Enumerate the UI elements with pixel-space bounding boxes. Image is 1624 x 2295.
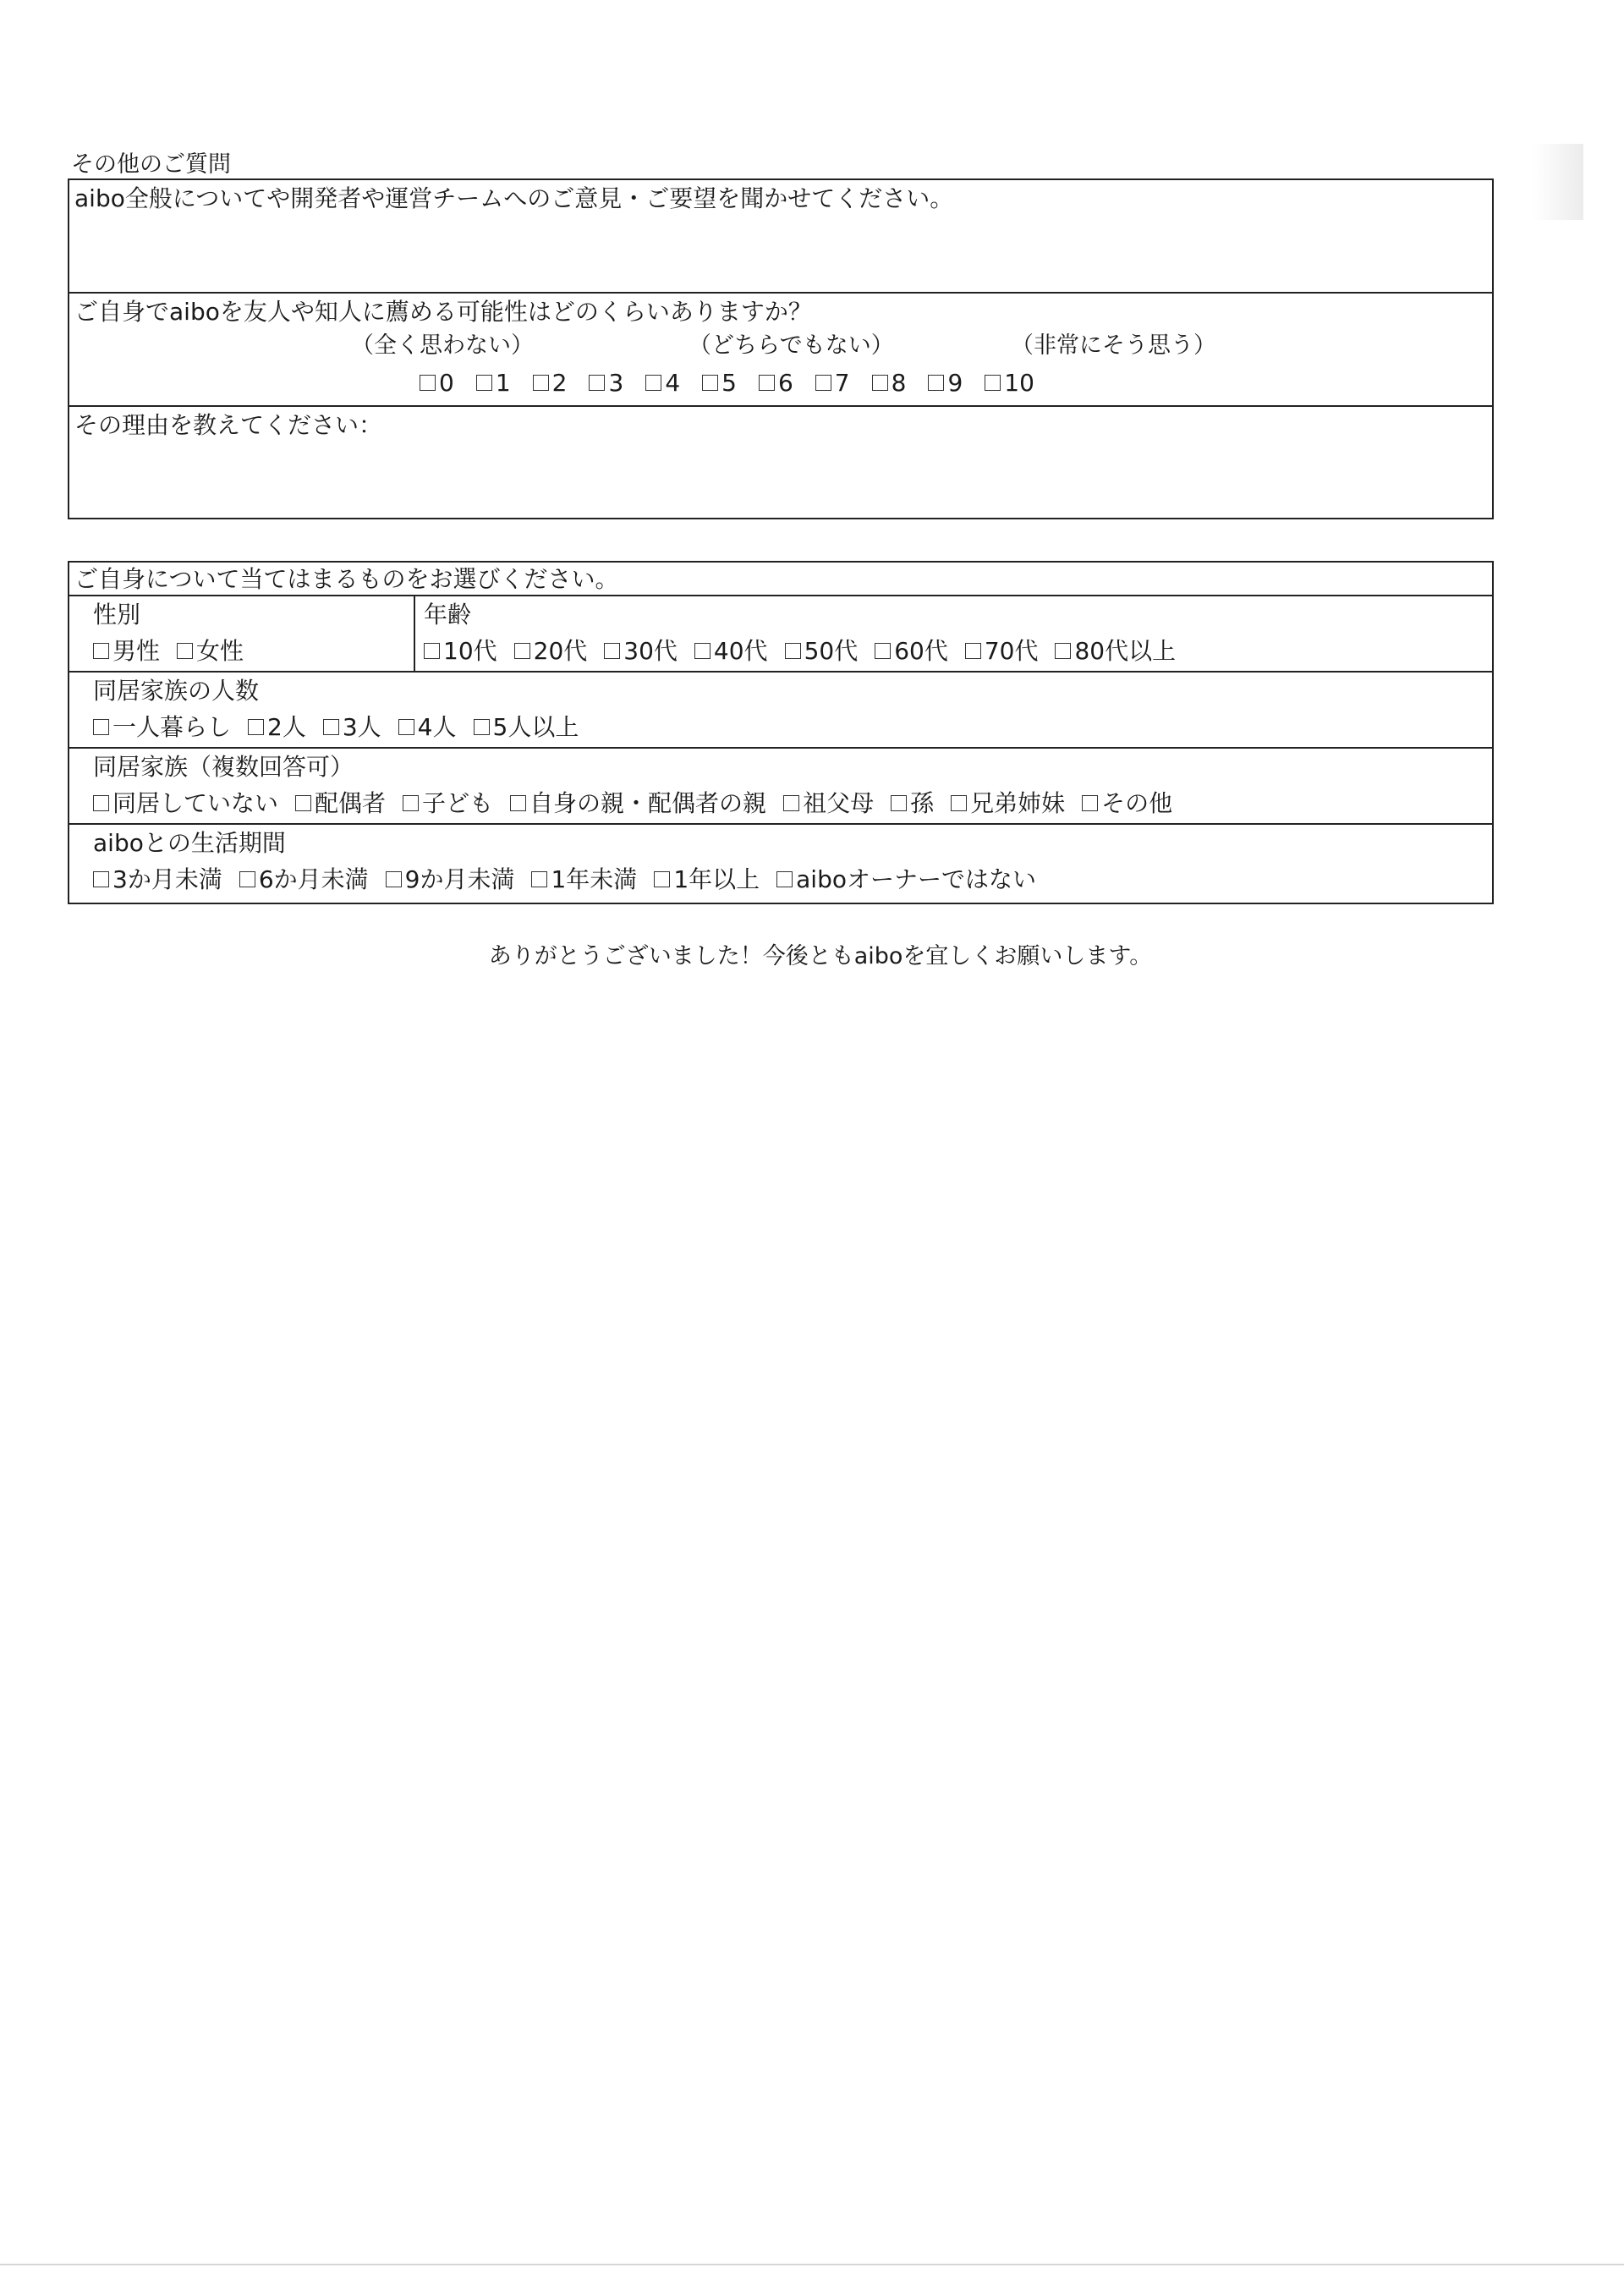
gender-option-male[interactable] (93, 635, 160, 667)
scale-anchors (69, 331, 1492, 361)
option-label: 70代 (984, 637, 1039, 665)
checkbox[interactable] (759, 375, 775, 391)
period-option-under-1y[interactable] (531, 864, 637, 896)
household-option-3[interactable] (323, 711, 381, 744)
age-option-80plus[interactable] (1055, 635, 1176, 667)
checkbox[interactable] (295, 795, 311, 811)
option-label: 一人暮らし (112, 713, 232, 741)
checkbox[interactable] (604, 643, 620, 659)
checkbox[interactable] (93, 795, 109, 811)
checkbox[interactable] (654, 871, 670, 887)
age-option-60s[interactable] (875, 635, 948, 667)
gender-option-female[interactable] (177, 635, 244, 667)
option-label: 祖父母 (803, 789, 875, 817)
scale-option-label: 10 (1004, 369, 1034, 397)
gender-age-row (69, 596, 1492, 673)
option-label: aiboオーナーではない (796, 865, 1036, 893)
option-label: 同居していない (112, 789, 279, 817)
period-option-not-owner[interactable] (776, 864, 1036, 896)
checkbox[interactable] (403, 795, 419, 811)
scale-option-4[interactable] (645, 368, 680, 398)
scale-option-label: 0 (439, 369, 454, 397)
members-option-none[interactable] (93, 788, 278, 820)
scale-option-9[interactable] (928, 368, 963, 398)
scale-option-label: 7 (834, 369, 850, 397)
members-option-grandparents[interactable] (783, 788, 874, 820)
aibo-period-options (93, 864, 1053, 896)
scale-option-3[interactable] (589, 368, 623, 398)
checkbox[interactable] (510, 795, 526, 811)
option-label: 自身の親・配偶者の親 (529, 789, 767, 817)
option-label: 30代 (623, 637, 678, 665)
option-label: 2人 (267, 713, 306, 741)
opinion-question: aibo全般についてや開発者や運営チームへのご意見・ご要望を聞かせてください。 (74, 184, 954, 212)
section-title: その他のご質問 (71, 151, 231, 178)
checkbox[interactable] (93, 719, 109, 735)
option-label: 女性 (196, 637, 244, 665)
checkbox[interactable] (1082, 795, 1098, 811)
scale-option-7[interactable] (815, 368, 850, 398)
checkbox[interactable] (420, 375, 436, 391)
option-label: 男性 (112, 637, 161, 665)
scale-option-label: 6 (777, 369, 793, 397)
members-option-other[interactable] (1082, 788, 1172, 820)
checkbox[interactable] (891, 795, 907, 811)
scale-option-5[interactable] (702, 368, 737, 398)
scan-shadow (1533, 144, 1583, 220)
checkbox[interactable] (386, 871, 402, 887)
column-divider (414, 596, 415, 671)
option-label: 40代 (713, 637, 768, 665)
scale-option-label: 9 (947, 369, 963, 397)
checkbox[interactable] (177, 643, 193, 659)
scale-anchor-high: （非常にそう思う） (1011, 332, 1216, 359)
checkbox[interactable] (875, 643, 891, 659)
checkbox[interactable] (424, 643, 440, 659)
option-label: 兄弟姉妹 (970, 789, 1066, 817)
members-option-grandchildren[interactable] (891, 788, 934, 820)
recommend-row (69, 294, 1492, 407)
scale-anchor-low: （全く思わない） (351, 332, 534, 359)
reason-row[interactable] (69, 407, 1492, 519)
scale-option-1[interactable] (476, 368, 511, 398)
age-option-10s[interactable] (424, 635, 497, 667)
household-size-row (69, 673, 1492, 749)
scan-bottom-edge (0, 2264, 1624, 2265)
opinion-row[interactable] (69, 180, 1492, 294)
checkbox[interactable] (783, 795, 799, 811)
scale-option-label: 1 (495, 369, 511, 397)
household-option-2[interactable] (248, 711, 306, 744)
recommend-question: ご自身でaiboを友人や知人に薦める可能性はどのくらいありますか？ (74, 298, 812, 326)
reason-question: その理由を教えてください： (74, 411, 383, 439)
option-label: その他 (1101, 789, 1173, 817)
about-you-box (68, 561, 1494, 904)
household-members-row (69, 749, 1492, 825)
option-label: 50代 (804, 637, 859, 665)
age-label: 年齢 (424, 601, 472, 629)
checkbox[interactable] (93, 871, 109, 887)
household-option-alone[interactable] (93, 711, 231, 744)
option-label: 20代 (533, 637, 588, 665)
period-option-3m[interactable] (93, 864, 222, 896)
aibo-period-row (69, 825, 1492, 903)
checkbox[interactable] (531, 871, 547, 887)
scale-option-10[interactable] (985, 368, 1034, 398)
checkbox[interactable] (476, 375, 492, 391)
household-size-options (93, 711, 595, 744)
checkbox[interactable] (928, 375, 944, 391)
checkbox[interactable] (248, 719, 264, 735)
checkbox[interactable] (702, 375, 718, 391)
age-option-30s[interactable] (604, 635, 678, 667)
age-options (424, 635, 1193, 667)
closing-message: ありがとうございました！今後ともaiboを宜しくお願いします。 (488, 943, 1153, 969)
about-you-header: ご自身について当てはまるものをお選びください。 (74, 565, 619, 593)
option-label: 子ども (422, 789, 494, 817)
checkbox[interactable] (951, 795, 967, 811)
checkbox[interactable] (965, 643, 981, 659)
scale-option-label: 2 (551, 369, 568, 397)
option-label: 孫 (910, 789, 935, 817)
checkbox[interactable] (589, 375, 605, 391)
option-label: 配偶者 (315, 789, 387, 817)
age-option-20s[interactable] (514, 635, 588, 667)
age-option-70s[interactable] (965, 635, 1039, 667)
members-option-children[interactable] (403, 788, 493, 820)
members-option-siblings[interactable] (951, 788, 1065, 820)
checkbox[interactable] (785, 643, 801, 659)
checkbox[interactable] (872, 375, 888, 391)
household-option-4[interactable] (398, 711, 457, 744)
checkbox[interactable] (985, 375, 1001, 391)
gender-options (93, 635, 261, 667)
checkbox[interactable] (323, 719, 339, 735)
scale-anchor-mid: （どちらでもない） (689, 332, 894, 359)
checkbox[interactable] (815, 375, 831, 391)
members-option-spouse[interactable] (295, 788, 386, 820)
period-option-9m[interactable] (386, 864, 515, 896)
checkbox[interactable] (533, 375, 549, 391)
household-option-5plus[interactable] (474, 711, 579, 744)
checkbox[interactable] (776, 871, 793, 887)
household-members-options (93, 788, 1189, 820)
about-you-header-row (69, 563, 1492, 596)
checkbox[interactable] (93, 643, 109, 659)
option-label: 1年以上 (673, 865, 760, 893)
household-members-label: 同居家族（複数回答可） (93, 753, 354, 781)
age-option-50s[interactable] (785, 635, 859, 667)
option-label: 80代以上 (1074, 637, 1177, 665)
checkbox[interactable] (514, 643, 530, 659)
option-label: 60代 (894, 637, 948, 665)
members-option-parents[interactable] (510, 788, 766, 820)
scale-option-label: 4 (665, 369, 681, 397)
checkbox[interactable] (398, 719, 414, 735)
scale-option-8[interactable] (872, 368, 907, 398)
option-label: 4人 (417, 713, 457, 741)
period-option-1y-plus[interactable] (654, 864, 760, 896)
period-option-6m[interactable] (239, 864, 369, 896)
option-label: 5人以上 (492, 713, 579, 741)
option-label: 6か月未満 (258, 865, 369, 893)
option-label: 9か月未満 (404, 865, 515, 893)
recommend-scale (420, 368, 1056, 398)
scale-option-0[interactable] (420, 368, 454, 398)
household-size-label: 同居家族の人数 (93, 677, 260, 705)
scale-option-label: 5 (721, 369, 737, 397)
scale-option-2[interactable] (533, 368, 568, 398)
checkbox[interactable] (474, 719, 490, 735)
aibo-period-label: aiboとの生活期間 (93, 829, 286, 857)
option-label: 3か月未満 (112, 865, 222, 893)
other-questions-box (68, 178, 1494, 519)
option-label: 1年未満 (551, 865, 638, 893)
scale-option-label: 3 (608, 369, 624, 397)
scale-option-label: 8 (891, 369, 907, 397)
option-label: 3人 (342, 713, 381, 741)
option-label: 10代 (443, 637, 497, 665)
gender-label: 性別 (93, 601, 141, 629)
age-option-40s[interactable] (694, 635, 768, 667)
checkbox[interactable] (1055, 643, 1071, 659)
checkbox[interactable] (645, 375, 661, 391)
checkbox[interactable] (694, 643, 710, 659)
checkbox[interactable] (239, 871, 255, 887)
scale-option-6[interactable] (759, 368, 793, 398)
